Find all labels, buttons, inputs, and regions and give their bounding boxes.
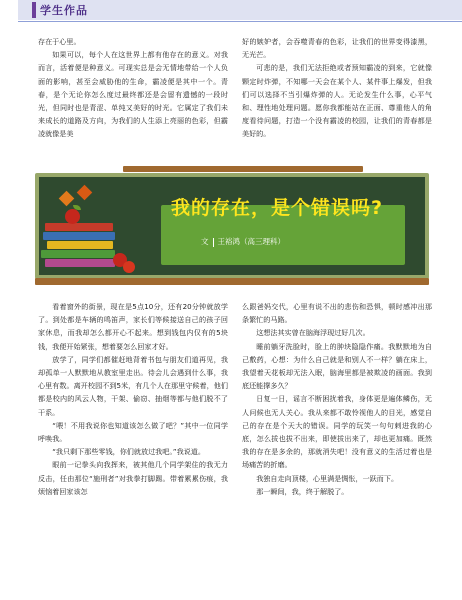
top-right-column	[242, 35, 432, 141]
paragraph: 我独自走向顶楼，心里满是惆怅，一跃而下。	[256, 473, 399, 483]
article-title: 我的存在，是个错误吗?	[171, 197, 384, 219]
blackboard-top-frame	[123, 166, 363, 172]
book-icon	[47, 241, 113, 249]
top-left-column	[38, 35, 228, 141]
chalkboard	[35, 173, 429, 279]
paragraph: 看着窗外的街景，现在是5点10分，还有20分钟就放学了。到处都是车辆的鸣笛声，家长们等候接送自己的孩子回家休息，而我却怎么都开心不起来。想到钱包内仅有的5块钱，我便开始紧张，想着要怎么回家才好。	[38, 302, 228, 351]
book-icon	[45, 223, 113, 231]
paragraph: 可悲的是，我们无法拒绝或者预知霸凌的到来，它就像颗定时炸弹，不知哪一天会在某个人、某件事上爆发，但我们可以选择不当引爆炸弹的人。无论发生什么事，心平气和、理性地处理问题。愿你我都能站在正面、尊重他人的角度看待问题，打造一个没有霸凌的校园，让我们的青春都是美好的。	[242, 63, 432, 139]
paragraph: 这想法其实曾在脑海浮现过好几次。	[256, 328, 370, 338]
paragraph: 如果可以，每个人在这世界上都有他存在的意义。对我而言，活着便是种意义。可现实总是会无情地带给一个人负面的影响，甚至会威胁他的生命，霸凌便是其中一个。青春，是个无论你怎么度过最终都还是会留有遗憾的一段时光，但同时也是青涩、单纯又美好的时光。它属定了我们未来成长的道路及方向，为我们的人生添上亮丽的色彩，但霸凌就像是美	[38, 50, 228, 139]
paragraph: 存在于心里。	[38, 37, 81, 46]
paragraph: 么跟爸妈交代，心里有说不出的悲伤和恐惧，顿时感冲出那条繁忙的马路。	[242, 302, 432, 325]
maple-leaf-icon	[59, 191, 75, 207]
paragraph: “我只剩下那些零钱，你们就放过我吧。”我说道。	[52, 447, 205, 457]
book-icon	[43, 232, 115, 240]
apple-icon	[123, 261, 135, 273]
apple-icon	[65, 209, 80, 224]
header-rule	[18, 21, 462, 22]
section-header	[0, 0, 462, 22]
book-icon	[41, 250, 115, 258]
paragraph: 那一瞬间，我，终于解脱了。	[256, 486, 349, 496]
bottom-right-column	[242, 300, 432, 498]
paragraph: “喂！不用我说你也知道该怎么做了吧？”其中一位同学呼唤我。	[38, 420, 228, 444]
section-title: 学生作品	[40, 4, 88, 17]
paragraph: 睡前躺牙洗脸时，脸上的肿块隐隐作痛。我默默地为自己敷药，心想：为什么自己就是和别人不一样？躺在床上，我望着天花板却无法入眠，脑海里都是被欺凌的画面。我到底还能撑多久？	[242, 341, 432, 391]
paragraph: 好的嫉妒者，会吞噬青春的色彩，让我们的世界变得漆黑，无光芒。	[242, 37, 432, 60]
author-class: （高三理科）	[240, 237, 285, 246]
article-title-banner	[35, 166, 429, 285]
paragraph: 眼前一记拳头向我挥来，被其他几个同学架住的我无力反击，任由那位“施刑者”对我拳打脚踢。带着累累伤痕，我烦恼着回家该怎	[38, 460, 228, 496]
author-byline	[201, 236, 285, 247]
book-icon	[45, 259, 115, 267]
author-name: 王裕鸿	[217, 237, 240, 246]
books-apples-illustration	[35, 173, 135, 279]
byline-prefix: 文	[201, 237, 209, 246]
byline-divider	[213, 238, 214, 247]
paragraph: 日复一日，谣言不断困扰着我，身体更是遍体鳞伤，无人问候也无人关心。我从来都不敢怜视他人的目光，感觉自己的存在是个天大的错误。同学的玩笑一句句刺进我的心底，怎么拔也拔不出来，即使拔出来了，却也更加痛。既然我的存在是多余的，那就消失吧！没有意义的生活过着也是场痛苦的折磨。	[242, 394, 432, 470]
bottom-left-column	[38, 300, 228, 498]
chalk-tray	[35, 278, 429, 285]
paragraph: 放学了，同学们都催赶地背着书包与朋友们道再见，我却孤单一人默默地从教室里走出。待会儿会遇到什么事，我心里有数。离开校园不到5米，有几个人在那里守候着，他们都是校内的风云人物，干架、偷窃、抽烟等都与他们脱不了干系。	[38, 354, 228, 417]
maple-leaf-icon	[77, 185, 93, 201]
header-marker	[32, 2, 36, 18]
